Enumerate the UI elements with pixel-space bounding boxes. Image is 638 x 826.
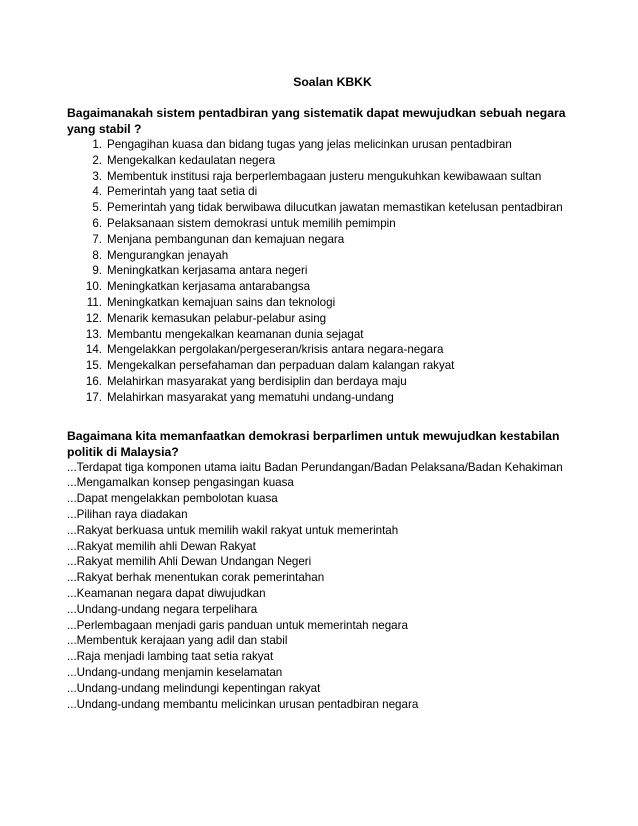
document-title: Soalan KBKK: [293, 75, 372, 89]
list-item: ...Undang-undang menjamin keselamatan: [67, 665, 283, 679]
list-item: [67, 153, 598, 169]
list-item-number: 11.: [86, 295, 102, 309]
list-item-number: 1.: [92, 138, 102, 151]
list-item: ...Terdapat tiga komponen utama iaitu Badan Perundangan/Badan Pelaksana/Badan Kehakiman: [67, 460, 563, 474]
answer-list-1: [67, 137, 598, 406]
list-item-text: Membantu mengekalkan keamanan dunia sejagat: [107, 327, 364, 341]
question-1-line-1: Bagaimanakah sistem pentadbiran yang sistematik dapat mewujudkan sebuah negara: [67, 106, 566, 120]
list-item: ...Raja menjadi lambing taat setia rakyat: [67, 650, 274, 664]
list-item-text: Pelaksanaan sistem demokrasi untuk memilih pemimpin: [107, 216, 396, 230]
list-item-number: 15.: [85, 359, 102, 373]
list-item: ...Rakyat berhak menentukan corak pemerintahan: [67, 571, 325, 585]
section-1: [67, 105, 598, 406]
list-item: [67, 263, 598, 279]
list-item: [67, 184, 598, 200]
list-item: ...Undang-undang negara terpelihara: [67, 602, 258, 616]
list-item-text: Mengekalkan persefahaman dan perpaduan dalam kalangan rakyat: [107, 359, 455, 373]
list-item: ...Mengamalkan konsep pengasingan kuasa: [67, 476, 294, 490]
question-2-line-1: Bagaimana kita memanfaatkan demokrasi berparlimen untuk mewujudkan kestabilan: [67, 428, 560, 443]
list-item: ...Dapat mengelakkan pembolotan kuasa: [67, 492, 278, 506]
list-item: [67, 200, 598, 216]
list-item: ...Pilihan raya diadakan: [67, 507, 188, 521]
list-item-number: 17.: [85, 390, 102, 404]
list-item-number: 10.: [85, 280, 102, 294]
list-item: [67, 169, 598, 185]
section-2: [67, 428, 598, 713]
list-item: [67, 390, 598, 406]
list-item: ...Rakyat memilih Ahli Dewan Undangan Negeri: [67, 555, 312, 569]
list-item-number: 9.: [92, 264, 102, 278]
list-item-number: 7.: [92, 232, 102, 246]
list-item: ...Rakyat berkuasa untuk memilih wakil rakyat untuk memerintah: [67, 523, 399, 537]
list-item: ...Undang-undang membantu melicinkan urusan pentadbiran negara: [67, 697, 419, 711]
list-item-number: 16.: [85, 374, 102, 388]
list-item-text: Meningkatkan kerjasama antarabangsa: [107, 280, 311, 294]
list-item-number: 2.: [92, 153, 102, 167]
list-item: [67, 374, 598, 390]
list-item-text: Menarik kemasukan pelabur-pelabur asing: [107, 311, 327, 325]
list-item: ...Perlembagaan menjadi garis panduan untuk memerintah negara: [67, 618, 408, 632]
list-item: ...Undang-undang melindungi kepentingan rakyat: [67, 681, 321, 695]
list-item-text: Mengurangkan jenayah: [107, 248, 229, 262]
list-item-text: Melahirkan masyarakat yang mematuhi undang-undang: [107, 390, 394, 404]
list-item-number: 3.: [92, 169, 102, 183]
list-item-text: Pengagihan kuasa dan bidang tugas yang jelas melicinkan urusan pentadbiran: [107, 138, 512, 151]
list-item-text: Melahirkan masyarakat yang berdisiplin dan berdaya maju: [107, 374, 407, 388]
section-gap: [67, 406, 598, 428]
list-item: [67, 232, 598, 248]
question-1-line-2: yang stabil ?: [67, 122, 142, 136]
list-item-number: 5.: [92, 201, 102, 215]
list-item: [67, 137, 598, 153]
list-item: [67, 248, 598, 264]
list-item-text: Pemerintah yang tidak berwibawa dilucutkan jawatan memastikan ketelusan pentadbiran: [107, 201, 563, 215]
list-item: [67, 342, 598, 358]
question-2: [67, 428, 598, 460]
list-item-number: 4.: [92, 185, 102, 199]
list-item: [67, 358, 598, 374]
list-item-number: 8.: [92, 248, 102, 262]
list-item: [67, 311, 598, 327]
list-item-text: Mengelakkan pergolakan/pergeseran/krisis antara negara-negara: [107, 343, 444, 357]
list-item-number: 6.: [92, 216, 102, 230]
list-item: ...Rakyat memilih ahli Dewan Rakyat: [67, 539, 256, 553]
answer-list-2: [67, 460, 598, 713]
list-item-text: Menjana pembangunan dan kemajuan negara: [107, 232, 345, 246]
list-item: [67, 216, 598, 232]
list-item-text: Mengekalkan kedaulatan negera: [107, 153, 276, 167]
list-item-text: Meningkatkan kerjasama antara negeri: [107, 264, 308, 278]
list-item-text: Meningkatkan kemajuan sains dan teknologi: [107, 295, 336, 309]
list-item-text: Pemerintah yang taat setia di: [107, 185, 258, 199]
list-item: [67, 295, 598, 311]
question-2-line-2: politik di Malaysia?: [67, 444, 179, 459]
list-item: ...Keamanan negara dapat diwujudkan: [67, 586, 266, 600]
list-item-text: Membentuk institusi raja berperlembagaan justeru mengukuhkan kewibawaan sultan: [107, 169, 542, 183]
list-item-number: 14.: [85, 343, 102, 357]
list-item: [67, 327, 598, 343]
question-1: [67, 105, 598, 137]
list-item: ...Membentuk kerajaan yang adil dan stabil: [67, 634, 288, 648]
list-item: [67, 279, 598, 295]
list-item-number: 13.: [85, 327, 102, 341]
list-item-number: 12.: [85, 311, 102, 325]
